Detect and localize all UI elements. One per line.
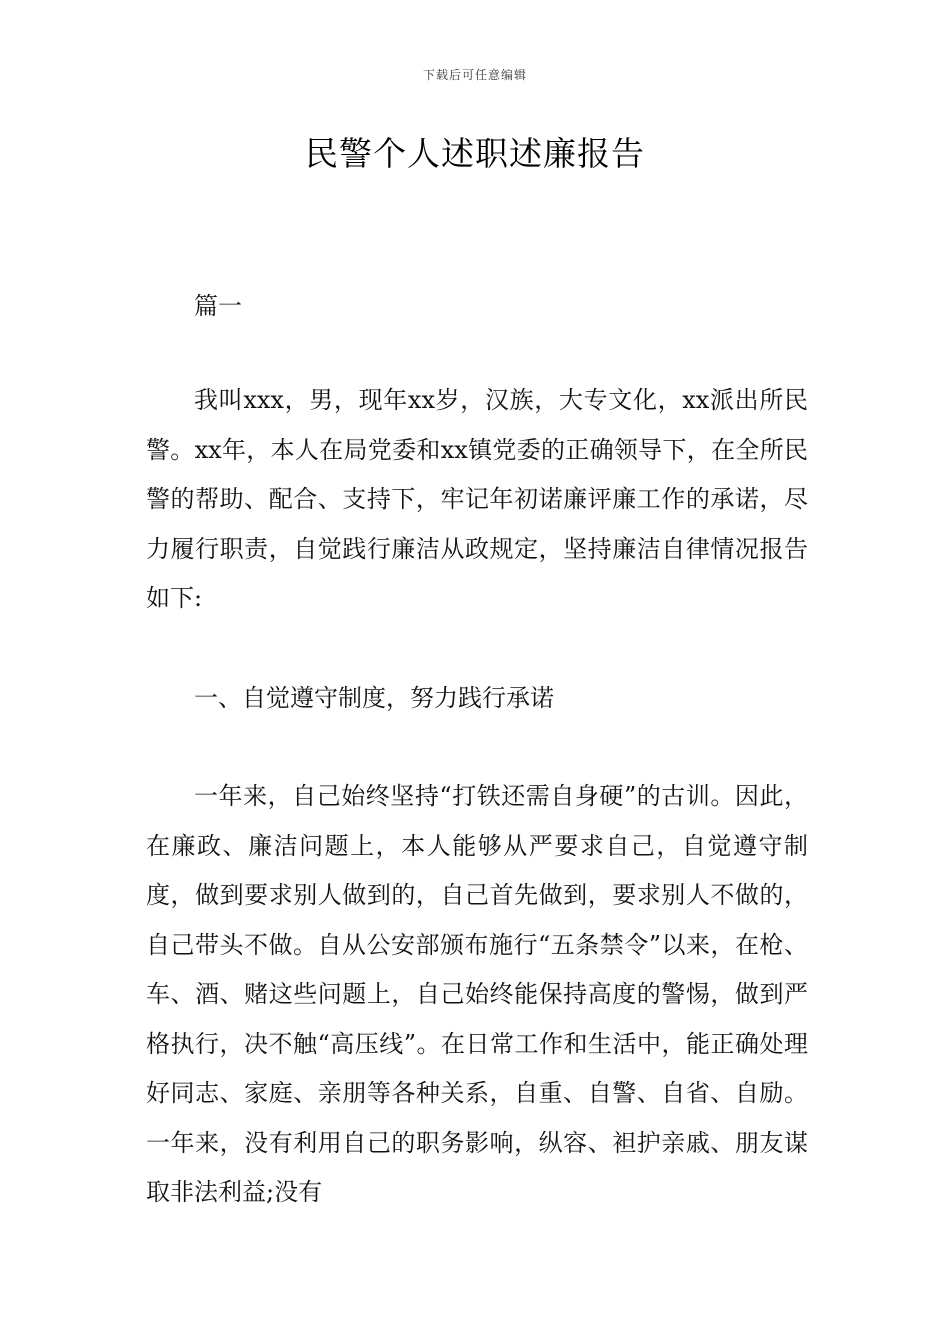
section-label: 篇一 <box>194 292 242 320</box>
document-title: 民警个人述职述廉报告 <box>305 134 645 173</box>
section-heading-1: 一、自觉遵守制度，努力践行承诺 <box>194 684 554 712</box>
header-note: 下载后可任意编辑 <box>422 68 527 82</box>
intro-paragraph: 我叫xxx，男，现年xx岁，汉族，大专文化，xx派出所民警。xx年，本人在局党委和xx镇党委的正确领导下，在全所民警的帮助、配合、支持下，牢记年初诺廉评廉工作的承诺，尽力履行职责，自觉践行廉洁从政规定，坚持廉洁自律情况报告如下: <box>146 386 808 612</box>
body-paragraph-1: 一年来，自己始终坚持“打铁还需自身硬”的古训。因此，在廉政、廉洁问题上，本人能够从严要求自己，自觉遵守制度，做到要求别人做到的，自己首先做到，要求别人不做的，自己带头不做。自从公安部颁布施行“五条禁令”以来，在枪、车、酒、赌这些问题上，自己始终能保持高度的警惕，做到严格执行，决不触“高压线”。在日常工作和生活中，能正确处理好同志、家庭、亲朋等各种关系，自重、自警、自省、自励。一年来，没有利用自己的职务影响，纵容、袒护亲戚、朋友谋取非法利益;没有 <box>146 782 808 1206</box>
